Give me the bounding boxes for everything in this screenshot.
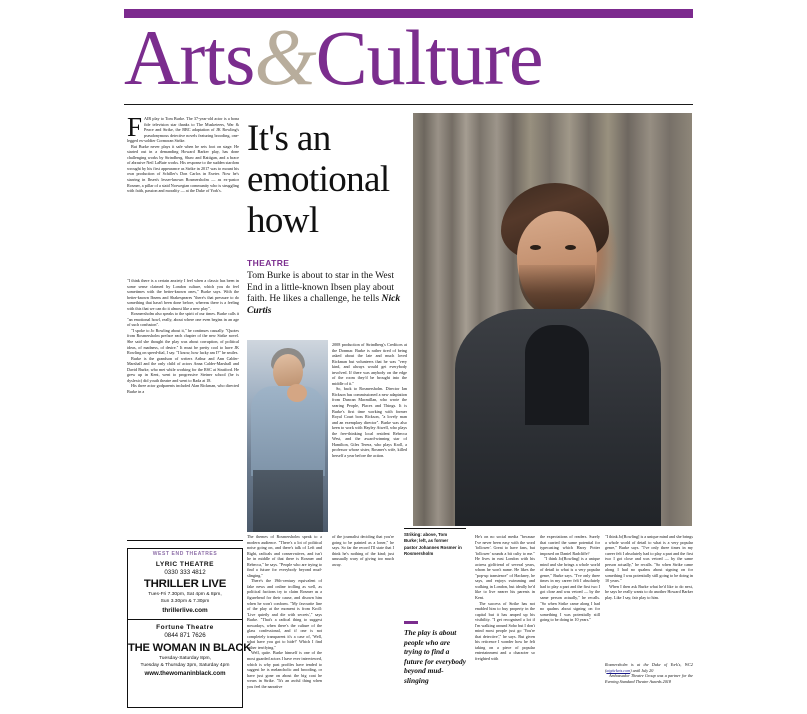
paragraph: The themes of Rosmersholm speak to a modern audience. "There's a lot of political noise going on, and there's talk of Left and Right, radicals and conservatives, and isn't he in middle of that there is Rosmer and Rebecca," he says. "People who are trying to find a future for everybody beyond mud-slinging." [247, 534, 322, 578]
author-byline: Nick Curtis [247, 293, 401, 316]
masthead-culture: Culture [315, 14, 543, 101]
paragraph: He's on no social media "because I've never been easy with the word 'follower'. Great to have fans, but 'follower' sounds a bit culty to me." He lives in east London with his actress girlfriend of several years, whom he won't name. He likes the "pop-up transience" of Hackney, he says, and enjoys swimming and walking in London, but ideally he'd like to live nearer his parents in Kent. [475, 534, 535, 601]
advert-times-2-line-1: Tuesday-Saturday 8pm, [158, 656, 211, 661]
article-column-4 [475, 534, 535, 712]
advert-show-1: THRILLER LIVE [143, 578, 227, 590]
article-column-2-bottom [247, 534, 322, 712]
portrait-eye-left [530, 245, 541, 250]
footer-text-3: Ambassador Theatre Group was a partner for the Evening Standard Theatre Awards 2018 [605, 673, 693, 684]
advert-url-1[interactable]: thrillerlive.com [162, 607, 208, 614]
paragraph: "I spoke to Jo Rowling about it," he continues casually. "Quotes from Rosmersholm preface each chapter of the new Strike novel. She said she thought the play was about corruption, of political ideas, of madness, of desire." It must be pretty cool to have JK Rowling on speed-dial, I say. "I know, how lucky am I?" he smiles. [127, 327, 239, 356]
advert-phone-1: 0330 333 4812 [164, 569, 206, 576]
masthead-ampersand: & [254, 14, 316, 102]
standfirst [247, 270, 407, 316]
paragraph: "I think Jo[Rowling] is a unique mind and she brings a whole world of detail to what is a very popular genre," Burke says. "I've only three times in my career felt I absolutely had to play a part and the first two I got close and was vetoed — by the same person actually," he recalls. "So when Strike came along I had no qualms about signing on for something I was potentially still going to be doing in 10 years." [605, 534, 693, 584]
article-footer-note [605, 662, 693, 712]
photo-tom-burke-portrait [413, 113, 692, 526]
advert-venue-1: LYRIC THEATRE [155, 561, 215, 568]
paragraph: Rosmersholm also speaks to the spirit of our times. Burke calls it "an emotional howl, really, about where one even begins in an age of such confusion". [127, 311, 239, 328]
footer-link[interactable]: atgtickets.com [606, 667, 631, 673]
caption-rule [404, 528, 466, 529]
photo-caption: Striking: above, Tom Burke; left, as former pastor Johannes Rosmer in Rosmersholm [404, 532, 462, 557]
paragraph: "I think there is a certain anxiety I feel when a classic has been in some sense claimed by London culture, which you do feel sometimes with the better-known ones," Burke says. With the better-known Ibsens and Shakespeares "there's that pressure to do something that hasn't been done before, whereas there is a feeling with this that we can do it almost like a new play". [127, 278, 239, 311]
drop-cap: F [127, 116, 143, 142]
article-column-1-top [127, 116, 239, 276]
pull-quote: The play is about people who are trying to find a future for everybody beyond mud-slinging [404, 628, 466, 685]
advert-url-2[interactable]: www.thewomaninblack.com [144, 670, 226, 677]
footer-text-2: ) until July 20 [630, 667, 654, 673]
production-legs [253, 470, 323, 532]
paragraph: the expectations of readers. Surely that carried the same potential for typecasting which Harry Potter imposed on Daniel Radcliffe? [540, 534, 600, 556]
paragraph: of the journalist deciding that you're going to be painted as a loner," he says. So far the record I'll state that I think he's nothing of the kind; just unusually wary of giving too much away. [332, 534, 394, 567]
paragraph: The success of Strike has not enabled him to buy property in the capital but it has amped up his visibility. "I get recognised a lot if I'm walking around Soho but I don't mind most people just go 'You're that detective'," he says. But given his reticence I wonder how he felt taking on a piece of popular entertainment and a character so freighted with [475, 600, 535, 662]
advert-heading: WEST END THEATRES [152, 551, 218, 557]
advert-west-end-theatres[interactable] [127, 548, 252, 708]
production-hand [287, 384, 307, 402]
photo-rosmersholm-production [247, 340, 328, 532]
masthead-arts: Arts [124, 14, 255, 101]
paragraph: "I think Jo[Rowling] is a unique mind and she brings a whole world of detail to what is a very popular genre," Burke says. "I've only three times in my career felt I absolutely had to play a part and the first two I got close and was vetoed — by the same person actually," he recalls. "So when Strike came along I had no qualms about signing on for something I was potentially still going to be doing in 10 years." [540, 556, 600, 623]
paragraph: But Burke never plays it safe when he sets foot on stage. He started out in a demanding Howard Barker play, has done challenging works by Strindberg, Shaw and Rattigan, and a brace of abrasive Neil LaBute works. His response to the sudden stardom wrought by his first appearance as Strike in 2017 was to mount his own production of Schiller's Don Carlos in Exeter. Now he's starring in Ibsen's lesser-known Rosmersholm — as ex-pastor Rosmer, a pillar of a staid Norwegian community who is struggling with faith, passion and morality — at the Duke of York's. [127, 143, 239, 194]
advert-times-1-line-1: Tues-Fri 7.30pm, Sat 4pm & 8pm, [148, 592, 222, 597]
article-column-3 [332, 534, 394, 712]
section-kicker: THEATRE [247, 258, 290, 268]
footer-text-1: Rosmersholm is at the Duke of York's, WC2 ( [605, 662, 693, 673]
paragraph: Burke is the grandson of writers Arthur and Ann Calder-Marshall and the only child of actors Anna Calder-Marshall and David Burke, who met while working for the RSC at Stratford. He grew up in Kent, went to progressive Steiner school (he is dyslexic) did youth theatre and went to Rada at 18. [127, 355, 239, 383]
article-column-6 [605, 534, 693, 658]
paragraph: When I then ask Burke what he'd like to do next, he says he really wants to do another Howard Barker play. Like I say, fair play to him. [605, 583, 693, 601]
standfirst-text: Tom Burke is about to star in the West End in a little-known Ibsen play about faith. He likes a challenge, he tells [247, 270, 395, 305]
production-torso [251, 386, 325, 476]
portrait-shirt [525, 325, 589, 425]
paragraph: So, back to Rosmersholm. Director Ian Rickson has commissioned a new adaptation from Duncan Macmillan, who wrote the searing People, Places and Things. It is Burke's first time working with former Royal Court boss Rickson, "a lovely man and an exemplary director". Burke was also keen to work with Hayley Atwell, who plays the free-thinking local resident Rebecca West, and the award-winning star of Hamilton, Giles Terera, who plays Kroll, a professor whose sister, Rosmer's wife, killed herself a year before the action. [332, 386, 407, 458]
paragraph: 2008 production of Strindberg's Creditors at the Donmar. Burke is rather tired of being asked about the late and much loved Rickman but volunteers that he was "very kind, and always would get everybody involved. If there was anybody on the edge of the room they'd be brought into the middle of it." [332, 342, 407, 386]
advert-phone-2: 0844 871 7626 [164, 632, 206, 639]
advert-times-2-line-2: Tuesday & Thursday 3pm, Saturday 4pm [140, 663, 230, 668]
advert-times-1-line-2: Sun 3.30pm & 7.30pm [160, 599, 210, 604]
advert-divider [128, 619, 242, 620]
advert-venue-2: Fortune Theatre [156, 624, 214, 631]
column-divider-rule [127, 540, 243, 541]
paragraph: There's the 19th-century equivalent of fake news and online trolling as well, as political factions try to claim Rosmer as a figurehead for their cause, and disown him when he won't conform. "My favourite line of the play at the moment is from Kroll: 'Live quietly and die with secrets'," says Burke. "That's a radical thing to suggest nowadays, when there's the culture of the glass confessional, and if one is not completely transparent it's a case of, 'Well, what have you got to hide?' Which I find rather terrifying." [247, 578, 322, 650]
masthead-title [124, 14, 693, 102]
masthead-rule-bottom [124, 104, 693, 105]
article-column-1-bottom [127, 278, 239, 536]
paragraph: Well, quite. Burke himself is one of the most guarded actors I have ever interviewed, which is why past profiles have tended to suggest he is melancholic and brooding, or have just gone on about the big coat he wears in Strike. "It's an awful thing when you feel the narrative [247, 650, 322, 689]
advert-show-2: THE WOMAN IN BLACK [128, 642, 252, 654]
article-column-2-top [332, 342, 407, 530]
paragraph: His three actor godparents included Alan Rickman, who directed Burke in a [127, 383, 239, 394]
page-title: It's an emotional howl [247, 118, 390, 241]
portrait-eye-right [565, 245, 576, 250]
paragraph: AIR play to Tom Burke. The 37-year-old actor is a bona fide television star thanks to The Musketeers, War & Peace and Strike, the BBC adaptation of JK Rowling's pseudonymous detective novels featuring brooding, one-legged ex-soldier Cormoran Strike. [127, 116, 239, 144]
pullquote-rule [404, 621, 418, 624]
article-column-5 [540, 534, 600, 712]
